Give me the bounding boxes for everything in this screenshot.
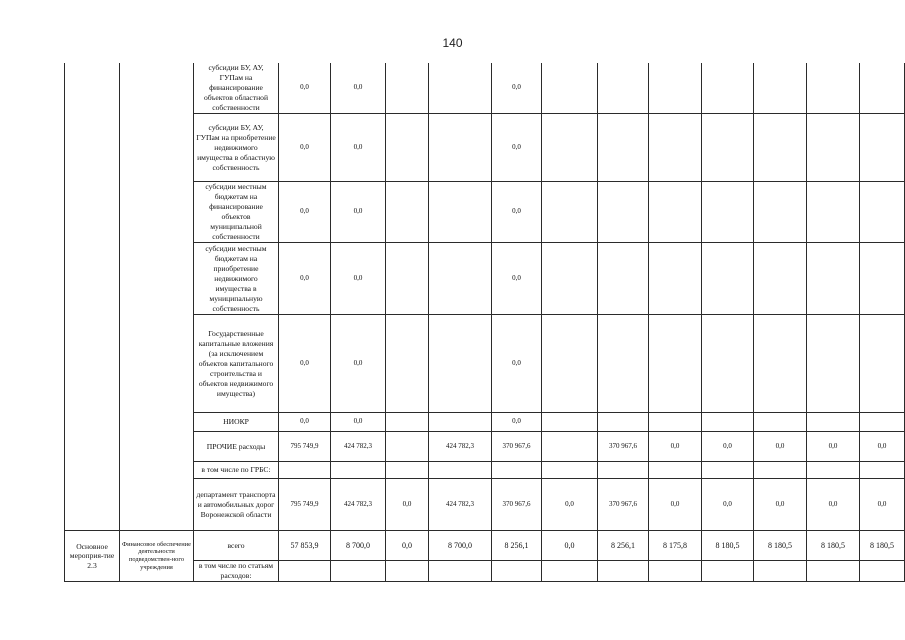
value-cell (542, 561, 598, 582)
value-cell (702, 315, 754, 413)
value-cell: 0,0 (492, 114, 542, 182)
value-cell (754, 243, 807, 315)
value-cell (702, 114, 754, 182)
value-cell: 8 180,5 (807, 531, 860, 561)
value-cell (429, 315, 492, 413)
row-label: субсидии БУ, АУ, ГУПам на финансирование объектов областной собственности (194, 63, 279, 114)
value-cell (702, 561, 754, 582)
value-cell (702, 63, 754, 114)
value-cell (754, 182, 807, 243)
value-cell (860, 243, 905, 315)
value-cell: 0,0 (542, 531, 598, 561)
value-cell (542, 432, 598, 462)
value-cell (279, 462, 331, 479)
value-cell: 0,0 (331, 182, 386, 243)
value-cell (492, 462, 542, 479)
value-cell (702, 182, 754, 243)
value-cell: 8 700,0 (429, 531, 492, 561)
value-cell: 0,0 (649, 479, 702, 531)
budget-table (64, 63, 905, 582)
value-cell (860, 114, 905, 182)
row-label: субсидии местным бюджетам на финансирование объектов муниципальной собственности (194, 182, 279, 243)
value-cell (598, 182, 649, 243)
value-cell: 0,0 (279, 315, 331, 413)
value-cell (860, 462, 905, 479)
value-cell (649, 413, 702, 432)
value-cell: 795 749,9 (279, 432, 331, 462)
value-cell (754, 114, 807, 182)
value-cell: 8 700,0 (331, 531, 386, 561)
value-cell (807, 413, 860, 432)
row-label-total: всего (194, 531, 279, 561)
value-cell: 0,0 (279, 114, 331, 182)
value-cell (386, 114, 429, 182)
value-cell (702, 413, 754, 432)
value-cell (807, 462, 860, 479)
value-cell (860, 561, 905, 582)
value-cell (807, 182, 860, 243)
value-cell: 0,0 (331, 114, 386, 182)
value-cell (386, 243, 429, 315)
value-cell: 0,0 (807, 479, 860, 531)
value-cell (702, 462, 754, 479)
row-label: в том числе по ГРБС: (194, 462, 279, 479)
value-cell: 0,0 (386, 479, 429, 531)
value-cell: 0,0 (492, 413, 542, 432)
value-cell (754, 63, 807, 114)
value-cell (492, 561, 542, 582)
value-cell: 370 967,6 (598, 432, 649, 462)
value-cell: 0,0 (331, 315, 386, 413)
value-cell: 0,0 (754, 432, 807, 462)
page-number: 140 (442, 36, 463, 50)
value-cell (860, 315, 905, 413)
value-cell: 0,0 (754, 479, 807, 531)
value-cell (386, 462, 429, 479)
value-cell: 0,0 (702, 479, 754, 531)
value-cell (429, 462, 492, 479)
value-cell (429, 182, 492, 243)
value-cell: 0,0 (492, 315, 542, 413)
value-cell (598, 315, 649, 413)
row-label: НИОКР (194, 413, 279, 432)
table-row (65, 63, 905, 114)
value-cell: 0,0 (386, 531, 429, 561)
value-cell: 57 853,9 (279, 531, 331, 561)
value-cell (386, 182, 429, 243)
value-cell: 0,0 (807, 432, 860, 462)
value-cell: 0,0 (331, 243, 386, 315)
value-cell: 795 749,9 (279, 479, 331, 531)
value-cell (542, 63, 598, 114)
value-cell (386, 432, 429, 462)
value-cell: 0,0 (279, 413, 331, 432)
value-cell (279, 561, 331, 582)
value-cell (542, 462, 598, 479)
value-cell: 8 256,1 (492, 531, 542, 561)
value-cell: 424 782,3 (331, 479, 386, 531)
value-cell: 370 967,6 (598, 479, 649, 531)
row-label-breakdown: в том числе по статьям расходов: (194, 561, 279, 582)
value-cell (429, 63, 492, 114)
value-cell (649, 243, 702, 315)
value-cell: 8 175,8 (649, 531, 702, 561)
value-cell (754, 561, 807, 582)
value-cell (754, 462, 807, 479)
value-cell: 8 180,5 (754, 531, 807, 561)
measure-title: Финансовое обеспечение деятельности подведомствен-ного учреждения (120, 531, 194, 582)
value-cell (542, 243, 598, 315)
value-cell (807, 114, 860, 182)
value-cell (807, 315, 860, 413)
value-cell: 424 782,3 (429, 432, 492, 462)
value-cell (860, 413, 905, 432)
value-cell: 424 782,3 (429, 479, 492, 531)
value-cell (649, 182, 702, 243)
value-cell: 8 180,5 (860, 531, 905, 561)
value-cell (649, 462, 702, 479)
row-label: субсидии местным бюджетам на приобретение недвижимого имущества в муниципальную собственность (194, 243, 279, 315)
value-cell (807, 561, 860, 582)
value-cell (702, 243, 754, 315)
value-cell (649, 63, 702, 114)
value-cell: 0,0 (492, 243, 542, 315)
value-cell (542, 182, 598, 243)
value-cell (331, 561, 386, 582)
measure-title-cell-continued (120, 63, 194, 531)
value-cell: 8 256,1 (598, 531, 649, 561)
value-cell (598, 243, 649, 315)
row-label: субсидии БУ, АУ, ГУПам на приобретение недвижимого имущества в областную собственность (194, 114, 279, 182)
value-cell (542, 114, 598, 182)
value-cell (598, 63, 649, 114)
value-cell (598, 462, 649, 479)
row-label: департамент транспорта и автомобильных дорог Воронежской области (194, 479, 279, 531)
value-cell: 0,0 (279, 243, 331, 315)
value-cell (429, 114, 492, 182)
value-cell (598, 561, 649, 582)
value-cell: 0,0 (492, 182, 542, 243)
value-cell (386, 63, 429, 114)
value-cell (649, 114, 702, 182)
value-cell (429, 243, 492, 315)
value-cell: 424 782,3 (331, 432, 386, 462)
value-cell (598, 413, 649, 432)
value-cell: 8 180,5 (702, 531, 754, 561)
value-cell: 0,0 (492, 63, 542, 114)
value-cell (860, 63, 905, 114)
value-cell (542, 315, 598, 413)
value-cell: 0,0 (279, 63, 331, 114)
measure-name-cell-continued (65, 63, 120, 531)
value-cell (807, 63, 860, 114)
value-cell: 0,0 (331, 413, 386, 432)
value-cell (429, 561, 492, 582)
value-cell: 0,0 (702, 432, 754, 462)
value-cell: 0,0 (649, 432, 702, 462)
value-cell (807, 243, 860, 315)
value-cell (429, 413, 492, 432)
value-cell: 370 967,6 (492, 479, 542, 531)
value-cell (386, 315, 429, 413)
value-cell: 0,0 (860, 432, 905, 462)
value-cell: 0,0 (860, 479, 905, 531)
value-cell: 0,0 (331, 63, 386, 114)
value-cell (754, 413, 807, 432)
value-cell (386, 561, 429, 582)
row-label: ПРОЧИЕ расходы (194, 432, 279, 462)
row-label: Государственные капитальные вложения (за исключением объектов капитального строительства и объектов недвижимого имущества) (194, 315, 279, 413)
value-cell (331, 462, 386, 479)
value-cell (598, 114, 649, 182)
value-cell (754, 315, 807, 413)
value-cell (649, 561, 702, 582)
measure-name: Основное мероприя-тие 2.3 (65, 531, 120, 582)
value-cell (649, 315, 702, 413)
value-cell (860, 182, 905, 243)
table-row (65, 531, 905, 561)
value-cell (542, 413, 598, 432)
value-cell: 0,0 (279, 182, 331, 243)
value-cell: 370 967,6 (492, 432, 542, 462)
value-cell: 0,0 (542, 479, 598, 531)
value-cell (386, 413, 429, 432)
